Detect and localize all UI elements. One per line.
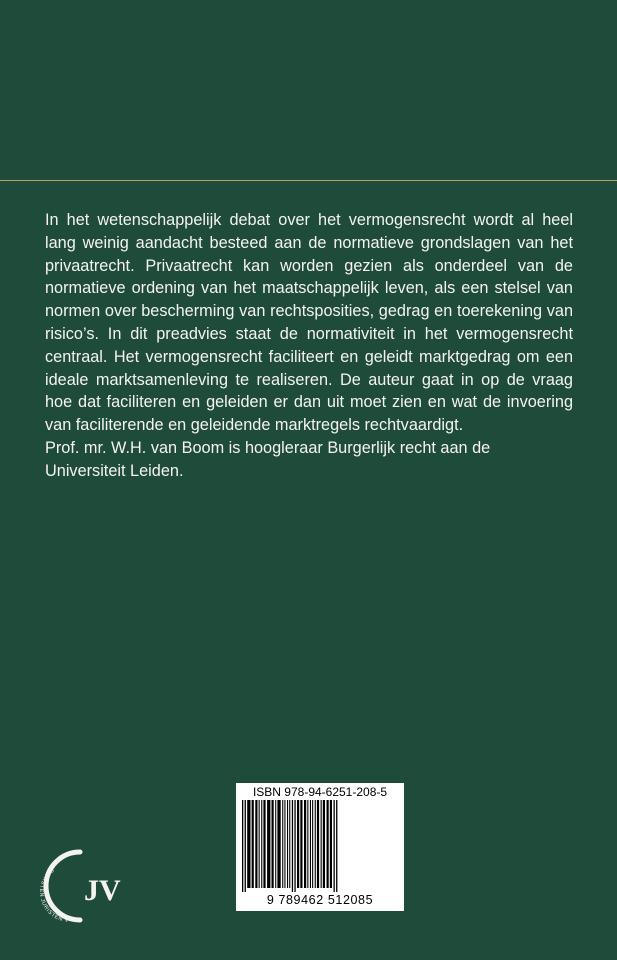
barcode-bar bbox=[275, 800, 276, 888]
barcode-bar bbox=[323, 800, 325, 888]
barcode-bar bbox=[282, 800, 283, 888]
barcode-bar bbox=[287, 800, 288, 888]
barcode-bar bbox=[277, 800, 280, 888]
isbn-label: ISBN 978-94-6251-208-5 bbox=[252, 785, 388, 799]
barcode-bar bbox=[317, 800, 319, 888]
barcode-bar bbox=[252, 800, 254, 888]
barcode-bar bbox=[261, 800, 262, 888]
barcode-bar bbox=[336, 800, 337, 892]
barcode-bar bbox=[284, 800, 285, 888]
cjv-logo-mark bbox=[30, 840, 130, 935]
logo-letters: JV bbox=[84, 874, 121, 907]
barcode-bar bbox=[330, 800, 332, 888]
barcode-bar bbox=[292, 800, 293, 892]
barcode-bar bbox=[294, 800, 295, 892]
barcode-bar bbox=[327, 800, 329, 888]
barcode-bar bbox=[300, 800, 302, 888]
barcode-bar bbox=[247, 800, 250, 888]
logo-caption: CHRISTEN JURISTEN V bbox=[37, 866, 70, 925]
barcode-bar bbox=[334, 800, 335, 892]
barcode-bar bbox=[310, 800, 311, 888]
barcode-bar bbox=[267, 800, 270, 888]
divider-line bbox=[0, 180, 617, 181]
summary-text: In het wetenschappelijk debat over het vermogensrecht wordt al heel lang weinig aandacht besteed aan de normatieve grondslagen van het privaatrecht. Privaatrecht kan worden gezien als onderdeel van de normatieve ordening van het maatschappelijk leven, als een stelsel van normen over bescherming van rechtsposities, gedrag en toerekening van risico’s. In dit preadvies staat de normativiteit in het vermogensrecht centraal. Het vermogensrecht faciliteert en geleidt marktgedrag om een ideale marktsamenleving te realiseren. De auteur gaat in op de vraag hoe dat faciliteren en geleiden er dan uit moet zien en wat de invoering van faciliterende en geleidende marktregels rechtvaardigt. bbox=[45, 211, 573, 435]
barcode-bar bbox=[304, 800, 306, 888]
barcode-bar bbox=[245, 800, 246, 892]
barcode-bar bbox=[263, 800, 265, 888]
author-bio: Prof. mr. W.H. van Boom is hoogleraar Burgerlijk recht aan de Universiteit Leiden. bbox=[45, 439, 491, 480]
barcode-bar bbox=[321, 800, 322, 888]
barcode-bar bbox=[259, 800, 260, 888]
barcode-bar bbox=[297, 800, 299, 888]
svg-text:CHRISTEN JURISTEN VERENIGING bbox=[30, 840, 69, 924]
cjv-logo bbox=[30, 840, 130, 935]
ean-digits: 9 789462 512085 bbox=[266, 893, 374, 907]
barcode-bar bbox=[307, 800, 308, 888]
barcode-bars bbox=[242, 800, 398, 892]
barcode-bar bbox=[242, 800, 243, 892]
barcode-bar bbox=[289, 800, 290, 888]
barcode-bar bbox=[315, 800, 316, 888]
barcode-bar bbox=[272, 800, 274, 888]
barcode-bar bbox=[312, 800, 313, 888]
barcode-bar bbox=[255, 800, 257, 888]
isbn-barcode bbox=[236, 783, 404, 911]
